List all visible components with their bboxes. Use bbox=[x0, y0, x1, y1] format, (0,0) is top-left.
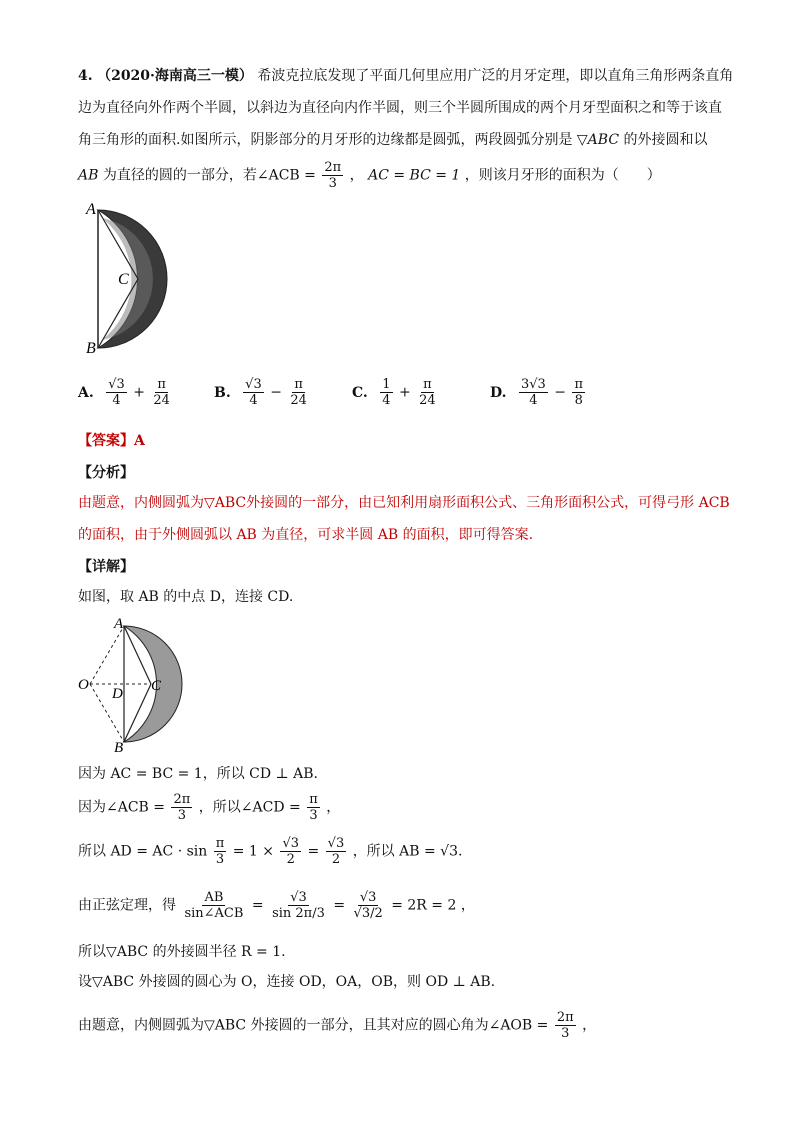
fig2-label-o: O bbox=[78, 677, 89, 693]
denominator: 4 bbox=[529, 393, 538, 408]
numerator: AB bbox=[204, 890, 224, 905]
fig1-label-a: A bbox=[86, 201, 96, 218]
option-a-frac1 bbox=[106, 377, 127, 408]
fig2-label-b: B bbox=[114, 740, 124, 754]
analysis-line-2: 的面积，由于外侧圆弧以 AB 为直径，可求半圆 AB 的面积，即可得答案. bbox=[78, 527, 534, 543]
analysis-line-1: 由题意，内侧圆弧为▽ABC外接圆的一部分，由已知利用扇形面积公式、三角形面积公式，可得弓形 ACB bbox=[78, 495, 730, 511]
s2-text-b: ，所以∠ACD = bbox=[198, 799, 301, 816]
answer-row bbox=[78, 430, 145, 450]
numerator: 1 bbox=[382, 377, 391, 392]
denominator: √3/2 bbox=[353, 906, 383, 921]
denominator: sin∠ACB bbox=[184, 906, 244, 921]
s4-text-e: ， bbox=[460, 897, 475, 914]
denominator: 3 bbox=[215, 852, 225, 867]
fig1-label-c: C bbox=[118, 271, 129, 288]
crescent-figure bbox=[80, 198, 180, 358]
numerator: 2π bbox=[556, 1010, 574, 1025]
s4-text-c: = bbox=[333, 897, 346, 914]
numerator: π bbox=[294, 377, 303, 392]
s7-frac bbox=[555, 1010, 576, 1041]
denominator: 4 bbox=[112, 393, 121, 408]
s2-frac-2 bbox=[307, 792, 320, 823]
numerator: 3√3 bbox=[520, 377, 546, 392]
denominator: 2 bbox=[286, 852, 295, 867]
question-text-2: 边为直径向外作两个半圆，以斜边为直径向内作半圆，则三个半圆所围成的两个月牙型面积之和等于该直 bbox=[78, 100, 722, 116]
option-a-label: A. bbox=[78, 384, 94, 401]
operator: − bbox=[270, 384, 282, 401]
option-b-frac1 bbox=[243, 377, 264, 408]
fraction-numerator: 2π bbox=[324, 160, 342, 175]
s7-text-a: 由题意，内侧圆弧为▽ABC 外接圆的一部分，且其对应的圆心角为∠AOB = bbox=[78, 1017, 549, 1034]
option-c[interactable] bbox=[352, 377, 440, 408]
s3-text-c: = bbox=[307, 843, 320, 860]
option-d-frac1 bbox=[519, 377, 548, 408]
answer-tag: 【答案】 bbox=[78, 433, 134, 449]
numerator: √3 bbox=[245, 377, 262, 392]
option-b-frac2 bbox=[288, 377, 309, 408]
s3-text-b: = 1 × bbox=[232, 843, 275, 860]
s3-frac-3 bbox=[326, 836, 347, 867]
answer-value: A bbox=[134, 433, 145, 449]
s3-frac-2 bbox=[280, 836, 301, 867]
triangle-abc: ▽ABC bbox=[576, 132, 620, 148]
denominator: 24 bbox=[419, 393, 436, 408]
fig2-label-a: A bbox=[114, 616, 124, 632]
s2-text-c: ， bbox=[326, 799, 341, 816]
question-text-4d: ，则该月牙形的面积为（ ） bbox=[464, 167, 661, 184]
s4-text-a: 由正弦定理，得 bbox=[78, 897, 176, 914]
question-text-1: 希波克拉底发现了平面几何里应用广泛的月牙定理，即以直角三角形两条直角 bbox=[257, 68, 734, 84]
fraction-denominator: 3 bbox=[328, 176, 337, 191]
numerator: √3 bbox=[359, 890, 377, 905]
numerator: 2π bbox=[173, 792, 191, 807]
denominator: 3 bbox=[561, 1026, 570, 1041]
denominator: 3 bbox=[309, 808, 318, 823]
construction-figure bbox=[76, 614, 186, 754]
numerator: π bbox=[423, 377, 432, 392]
numerator: π bbox=[157, 377, 166, 392]
option-d[interactable] bbox=[490, 377, 587, 408]
s3-text-a: 所以 AD = AC · sin bbox=[78, 843, 208, 860]
s2-frac-1 bbox=[171, 792, 192, 823]
option-a-frac2 bbox=[151, 377, 172, 408]
s4-frac-2 bbox=[270, 890, 327, 921]
operator: − bbox=[554, 384, 566, 401]
s3-text-d: ，所以 AB = √3. bbox=[352, 843, 463, 860]
option-b-label: B. bbox=[214, 384, 231, 401]
s7-text-b: ， bbox=[582, 1017, 597, 1034]
question-number: 4. bbox=[78, 68, 93, 84]
question-text-4b: ， bbox=[349, 167, 364, 184]
detail-step-6: 设▽ABC 外接圆的圆心为 O，连接 OD，OA，OB，则 OD ⊥ AB. bbox=[78, 974, 496, 990]
question-line-2 bbox=[78, 98, 722, 118]
question-text-3: 角三角形的面积.如图所示，阴影部分的月牙形的边缘都是圆弧，两段圆弧分别是 bbox=[78, 132, 573, 148]
option-b[interactable] bbox=[214, 377, 311, 408]
option-c-frac2 bbox=[417, 377, 438, 408]
s3-frac-1 bbox=[214, 836, 227, 867]
s4-frac-1 bbox=[182, 890, 245, 921]
question-line-1 bbox=[78, 66, 733, 86]
s4-text-d: = 2R = 2 bbox=[391, 897, 457, 914]
question-text-4c: AC = BC = 1 bbox=[368, 167, 461, 184]
detail-step-2 bbox=[78, 792, 340, 823]
s2-text-a: 因为∠ACB = bbox=[78, 799, 166, 816]
denominator: 2 bbox=[331, 852, 341, 867]
s4-text-b: = bbox=[251, 897, 264, 914]
operator: + bbox=[398, 384, 411, 401]
detail-step-4 bbox=[78, 890, 475, 921]
option-d-frac2 bbox=[572, 377, 585, 408]
detail-step-5: 所以▽ABC 的外接圆半径 R = 1. bbox=[78, 944, 286, 960]
numerator: π bbox=[309, 792, 318, 807]
denominator: 4 bbox=[382, 393, 391, 408]
fig2-label-d: D bbox=[112, 686, 123, 702]
fig1-label-b: B bbox=[86, 340, 96, 357]
segment-ab: AB bbox=[78, 167, 99, 184]
option-c-frac1 bbox=[380, 377, 392, 408]
numerator: π bbox=[215, 836, 225, 851]
question-source: （2020·海南高三一模） bbox=[97, 68, 253, 84]
denominator: sin 2π/3 bbox=[272, 906, 325, 921]
denominator: 24 bbox=[153, 393, 170, 408]
question-text-3-end: 的外接圆和以 bbox=[623, 132, 708, 148]
fig2-label-c: C bbox=[151, 678, 162, 694]
denominator: 4 bbox=[249, 393, 258, 408]
question-text-4a: 为直径的圆的一部分，若∠ACB = bbox=[102, 167, 316, 184]
option-c-label: C. bbox=[352, 384, 368, 401]
angle-fraction bbox=[322, 160, 343, 191]
s4-frac-3 bbox=[352, 890, 385, 921]
detail-step-3 bbox=[78, 836, 462, 867]
numerator: √3 bbox=[108, 377, 125, 392]
numerator: √3 bbox=[327, 836, 345, 851]
option-d-label: D. bbox=[490, 384, 507, 401]
question-line-4 bbox=[78, 160, 661, 191]
operator: + bbox=[133, 384, 145, 401]
detail-intro: 如图，取 AB 的中点 D，连接 CD. bbox=[78, 589, 294, 605]
question-line-3 bbox=[78, 130, 708, 150]
numerator: π bbox=[574, 377, 583, 392]
detail-tag: 【详解】 bbox=[78, 559, 134, 575]
detail-step-1: 因为 AC = BC = 1，所以 CD ⊥ AB. bbox=[78, 766, 319, 782]
denominator: 24 bbox=[290, 393, 307, 408]
numerator: √3 bbox=[290, 890, 307, 905]
denominator: 8 bbox=[574, 393, 583, 408]
detail-step-7 bbox=[78, 1010, 596, 1041]
analysis-tag: 【分析】 bbox=[78, 465, 134, 481]
option-a[interactable] bbox=[78, 377, 174, 408]
denominator: 3 bbox=[177, 808, 187, 823]
numerator: √3 bbox=[282, 836, 300, 851]
